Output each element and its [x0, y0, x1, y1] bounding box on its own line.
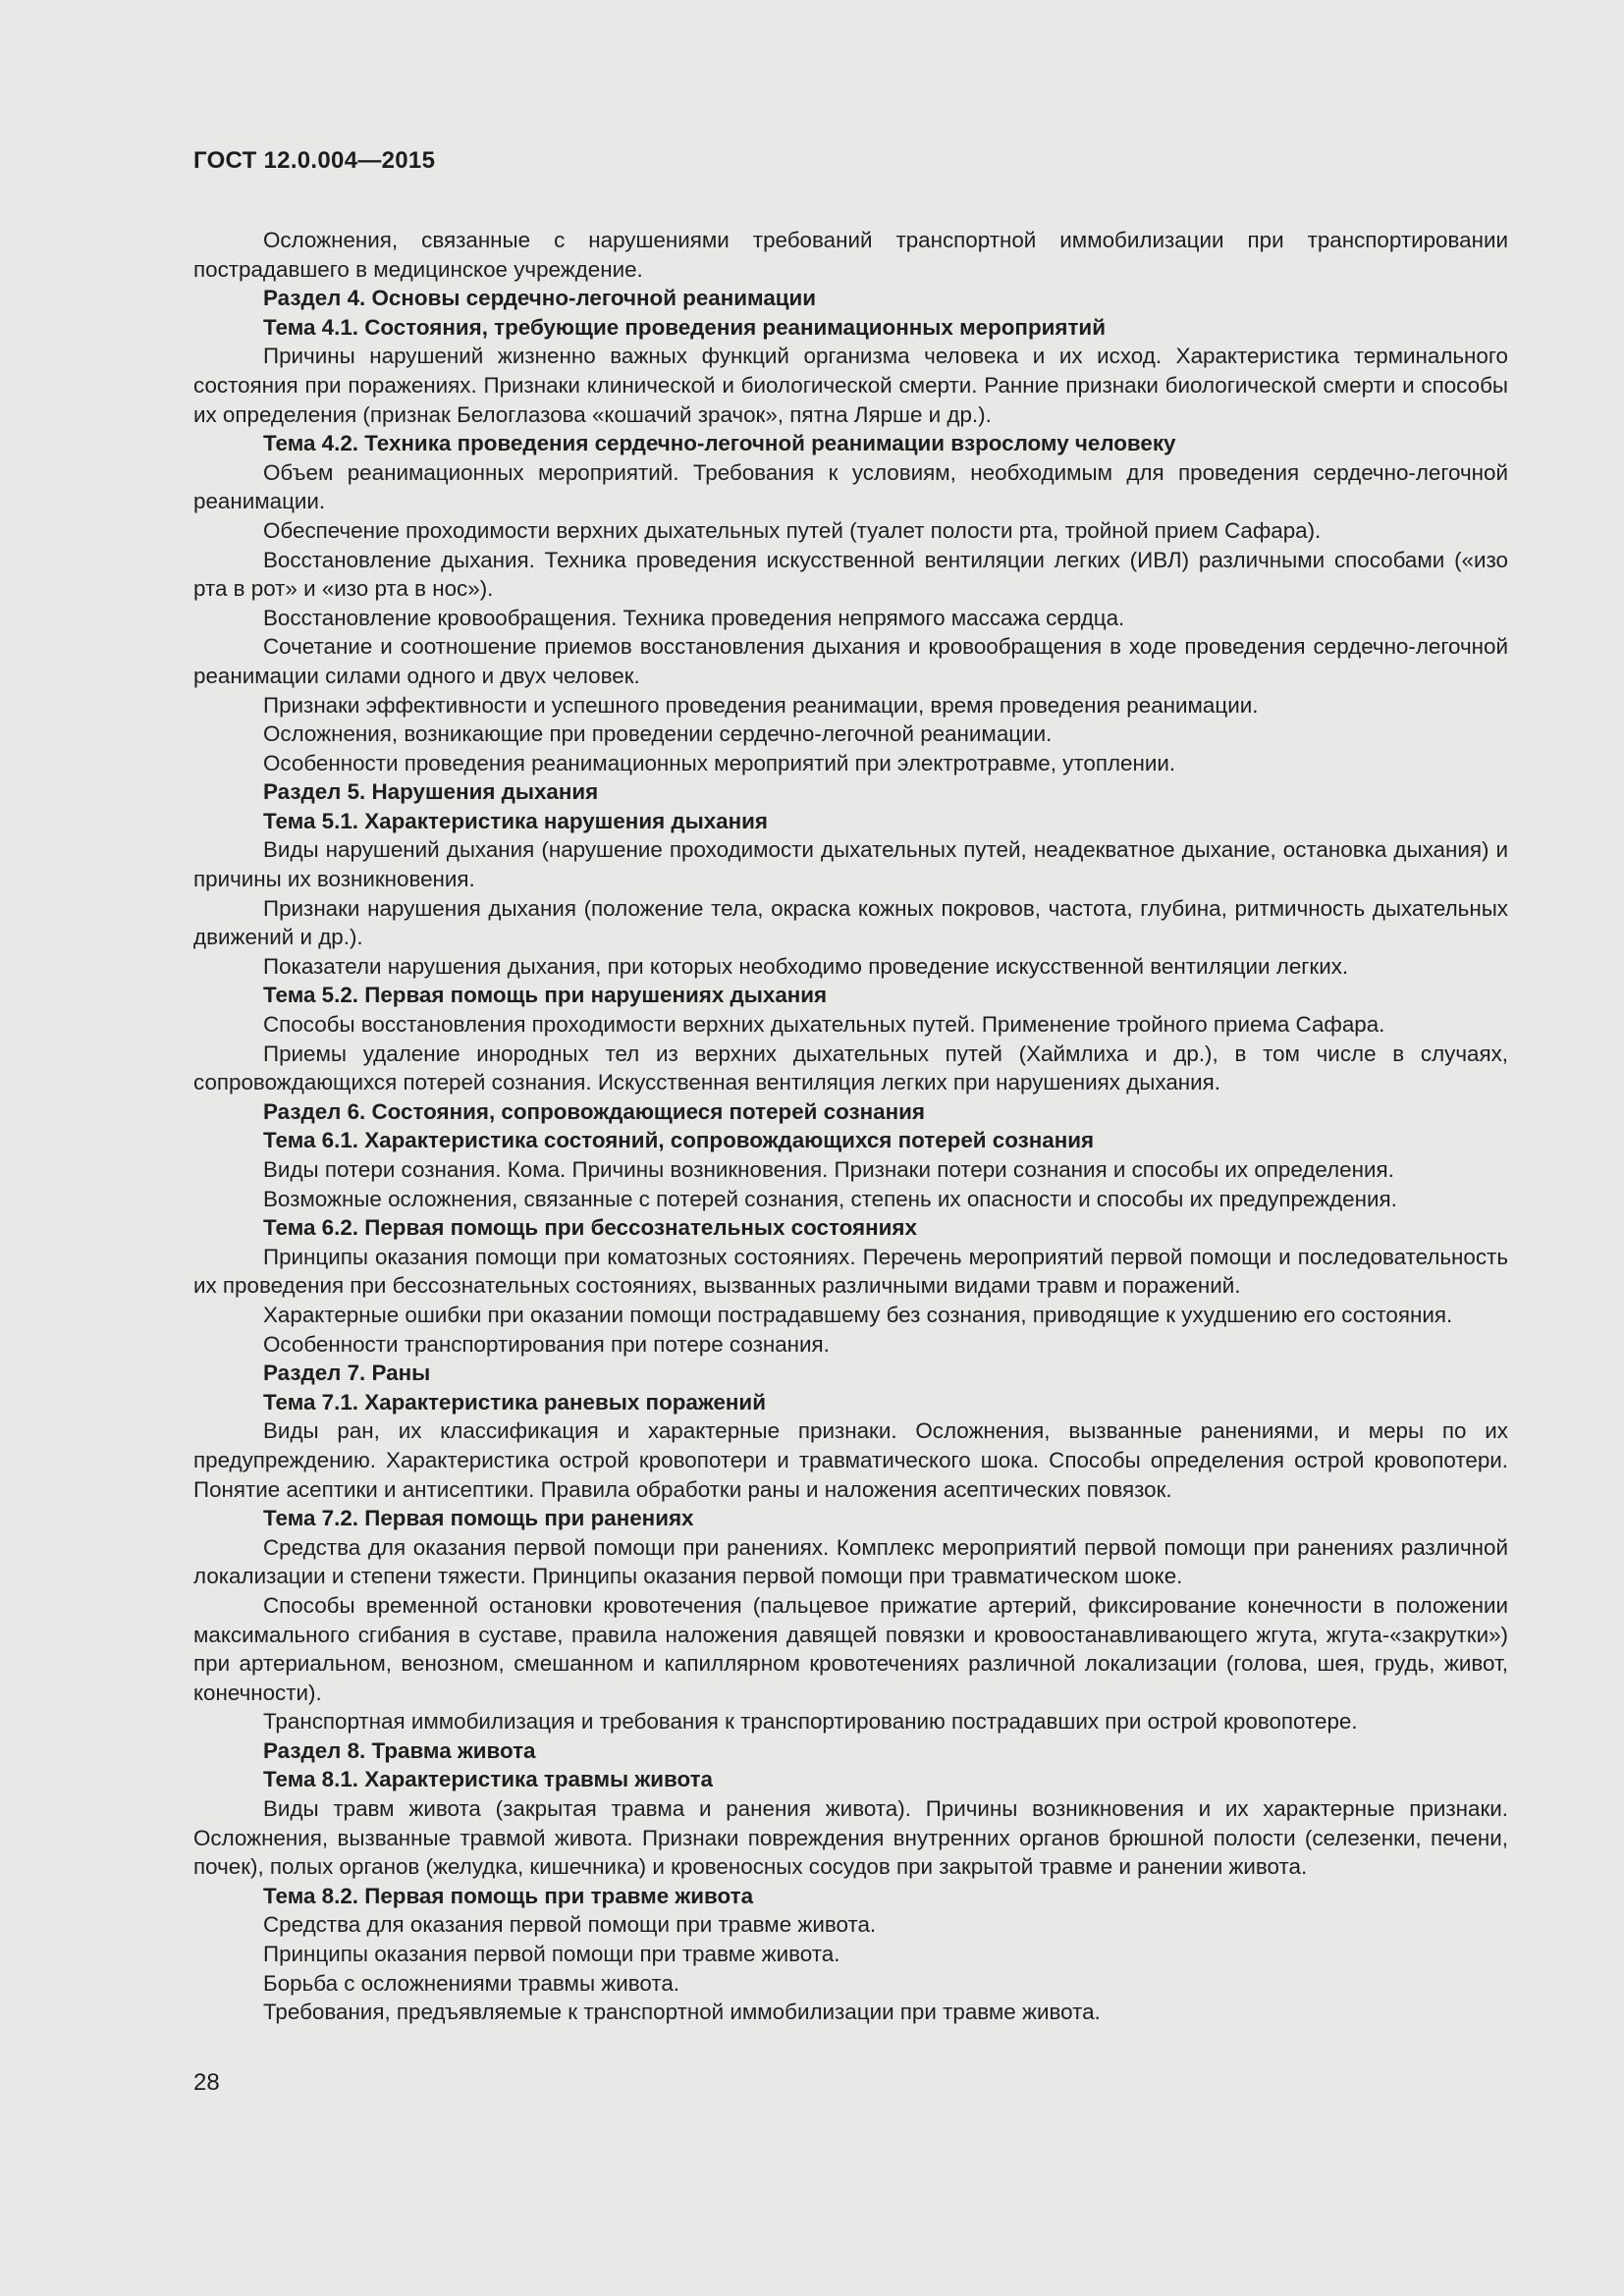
body-paragraph: Принципы оказания первой помощи при травме живота.	[263, 1942, 840, 1967]
body-paragraph: Характерные ошибки при оказании помощи пострадавшему без сознания, приводящие к ухудшению его состояния.	[263, 1302, 1453, 1327]
body-paragraph: Транспортная иммобилизация и требования к транспортированию пострадавших при острой кровопотере.	[263, 1709, 1358, 1735]
section-heading: Раздел 5. Нарушения дыхания	[263, 779, 599, 805]
body-paragraph: Показатели нарушения дыхания, при которых необходимо проведение искусственной вентиляции легких.	[263, 953, 1349, 979]
body-paragraph: Осложнения, связанные с нарушениями требований транспортной иммобилизации при транспортировании пострадавшего в медицинское учреждение.	[193, 228, 1508, 282]
body-paragraph: Принципы оказания помощи при коматозных состояниях. Перечень мероприятий первой помощи и последовательность их проведения при бессознательных состояниях, вызванных различными видами травм и поражений.	[193, 1244, 1508, 1299]
document-header: ГОСТ 12.0.004—2015	[193, 147, 436, 174]
body-paragraph: Борьба с осложнениями травмы живота.	[263, 1970, 680, 1996]
body-paragraph: Возможные осложнения, связанные с потерей сознания, степень их опасности и способы их предупреждения.	[263, 1186, 1397, 1211]
body-paragraph: Виды нарушений дыхания (нарушение проходимости дыхательных путей, неадекватное дыхание, остановка дыхания) и причины их возникновения.	[193, 837, 1508, 892]
section-heading: Тема 6.2. Первая помощь при бессознательных состояниях	[263, 1215, 917, 1241]
section-heading: Тема 6.1. Характеристика состояний, сопровождающихся потерей сознания	[263, 1128, 1095, 1153]
section-heading: Раздел 4. Основы сердечно-легочной реанимации	[263, 286, 817, 311]
body-paragraph: Объем реанимационных мероприятий. Требования к условиям, необходимым для проведения сердечно-легочной реанимации.	[193, 459, 1508, 514]
section-heading: Тема 4.1. Состояния, требующие проведения реанимационных мероприятий	[263, 314, 1106, 340]
body-paragraph: Восстановление дыхания. Техника проведения искусственной вентиляции легких (ИВЛ) различными способами («изо рта в рот» и «изо рта в нос»).	[193, 547, 1508, 602]
section-heading: Раздел 8. Травма живота	[263, 1737, 536, 1763]
body-paragraph: Виды ран, их классификация и характерные признаки. Осложнения, вызванные ранениями, и меры по их предупреждению. Характеристика острой кровопотери и травматического шока. Способы определения острой кровопотери. Понятие асептики и антисептики. Правила обработки раны и наложения асептических повязок.	[193, 1418, 1508, 1502]
body-paragraph: Средства для оказания первой помощи при травме живота.	[263, 1912, 877, 1938]
section-heading: Тема 8.1. Характеристика травмы живота	[263, 1767, 713, 1792]
section-heading: Тема 8.2. Первая помощь при травме живота	[263, 1883, 754, 1908]
body-paragraph: Особенности транспортирования при потере сознания.	[263, 1331, 830, 1357]
body-paragraph: Приемы удаление инородных тел из верхних дыхательных путей (Хаймлиха и др.), в том числе в случаях, сопровождающихся потерей сознания. Искусственная вентиляция легких при нарушениях дыхания.	[193, 1041, 1508, 1095]
body-paragraph: Способы восстановления проходимости верхних дыхательных путей. Применение тройного приема Сафара.	[263, 1012, 1385, 1038]
body-paragraph: Признаки эффективности и успешного проведения реанимации, время проведения реанимации.	[263, 692, 1259, 718]
body-paragraph: Восстановление кровообращения. Техника проведения непрямого массажа сердца.	[263, 605, 1125, 630]
section-heading: Тема 5.1. Характеристика нарушения дыхания	[263, 808, 768, 833]
section-heading: Тема 4.2. Техника проведения сердечно-легочной реанимации взрослому человеку	[263, 431, 1176, 456]
section-heading: Раздел 6. Состояния, сопровождающиеся потерей сознания	[263, 1098, 925, 1124]
page-number: 28	[193, 2069, 220, 2096]
body-paragraph: Причины нарушений жизненно важных функций организма человека и их исход. Характеристика терминального состояния при поражениях. Признаки клинической и биологической смерти. Ранние признаки биологической смерти и способы их определения (признак Белоглазова «кошачий зрачок», пятна Лярше и др.).	[193, 344, 1508, 427]
section-heading: Тема 7.1. Характеристика раневых поражений	[263, 1389, 766, 1415]
body-paragraph: Признаки нарушения дыхания (положение тела, окраска кожных покровов, частота, глубина, ритмичность дыхательных движений и др.).	[193, 895, 1508, 950]
body-paragraph: Виды потери сознания. Кома. Причины возникновения. Признаки потери сознания и способы их определения.	[263, 1157, 1394, 1182]
section-heading: Раздел 7. Раны	[263, 1361, 431, 1386]
section-heading: Тема 5.2. Первая помощь при нарушениях дыхания	[263, 983, 828, 1008]
body-paragraph: Требования, предъявляемые к транспортной иммобилизации при травме живота.	[263, 2000, 1101, 2025]
body-paragraph: Осложнения, возникающие при проведении сердечно-легочной реанимации.	[263, 721, 1053, 747]
section-heading: Тема 7.2. Первая помощь при ранениях	[263, 1506, 694, 1531]
body-paragraph: Виды травм живота (закрытая травма и ранения живота). Причины возникновения и их характерные признаки. Осложнения, вызванные травмой живота. Признаки повреждения внутренних органов брюшной полости (селезенки, печени, почек), полых органов (желудка, кишечника) и кровеносных сосудов при закрытой травме и ранении живота.	[193, 1796, 1508, 1880]
body-paragraph: Обеспечение проходимости верхних дыхательных путей (туалет полости рта, тройной прием Сафара).	[263, 517, 1322, 543]
body-paragraph: Средства для оказания первой помощи при ранениях. Комплекс мероприятий первой помощи при ранениях различной локализации и степени тяжести. Принципы оказания первой помощи при травматическом шоке.	[193, 1534, 1508, 1589]
document-body	[193, 226, 1508, 2027]
body-paragraph: Особенности проведения реанимационных мероприятий при электротравме, утоплении.	[263, 750, 1176, 775]
body-paragraph: Сочетание и соотношение приемов восстановления дыхания и кровообращения в ходе проведения сердечно-легочной реанимации силами одного и двух человек.	[193, 634, 1508, 688]
body-paragraph: Способы временной остановки кровотечения (пальцевое прижатие артерий, фиксирование конечности в положении максимального сгибания в суставе, правила наложения давящей повязки и кровоостанавливающего жгута, жгута-«закрутки») при артериальном, венозном, смешанном и капиллярном кровотечениях различной локализации (голова, шея, грудь, живот, конечности).	[193, 1592, 1508, 1705]
